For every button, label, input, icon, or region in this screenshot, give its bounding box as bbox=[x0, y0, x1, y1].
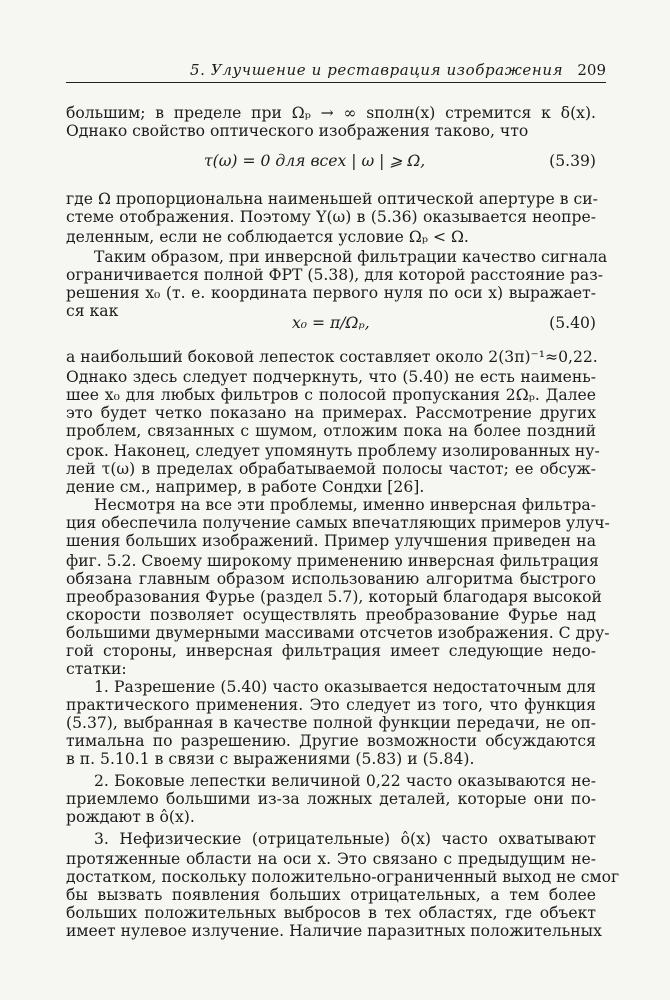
page-number: 209 bbox=[577, 61, 606, 79]
text-line: Таким образом, при инверсной фильтрации качество сигнала bbox=[94, 248, 608, 266]
text-line: ограничивается полной ФРТ (5.38), для которой расстояние раз- bbox=[66, 266, 603, 284]
text-line: достатком, поскольку положительно-ограниченный выход не смог bbox=[66, 868, 620, 886]
text-line: бы вызвать появления больших отрицательных, а тем более bbox=[66, 886, 596, 904]
text-line: это будет четко показано на примерах. Рассмотрение других bbox=[66, 404, 596, 422]
text-line: большим; в пределе при Ωₚ → ∞ sполн(x) стремится к δ(x). bbox=[66, 104, 596, 122]
equation-number: (5.40) bbox=[549, 314, 596, 332]
equation-5-40: x₀ = π/Ωₚ, bbox=[292, 314, 370, 332]
text-line: тимальна по разрешению. Другие возможности обсуждаются bbox=[66, 732, 596, 750]
text-line: больших положительных выбросов в тех областях, где объект bbox=[66, 904, 596, 922]
text-line: (5.37), выбранная в качестве полной функции передачи, не оп- bbox=[66, 714, 596, 732]
text-line: Несмотря на все эти проблемы, именно инверсная фильтра- bbox=[94, 496, 596, 514]
text-line: решения x₀ (т. е. координата первого нуля по оси x) выражает- bbox=[66, 284, 596, 302]
text-line: гой стороны, инверсная фильтрация имеет следующие недо- bbox=[66, 642, 596, 660]
running-header bbox=[66, 58, 606, 83]
text-line: скорости позволяет осуществлять преобразование Фурье над bbox=[66, 606, 596, 624]
text-line: Однако свойство оптического изображения таково, что bbox=[66, 122, 529, 140]
text-line: фиг. 5.2. Своему широкому применению инверсная фильтрация bbox=[66, 552, 599, 570]
text-line: приемлемо большими из-за ложных деталей, которые они по- bbox=[66, 790, 596, 808]
text-line: ция обеспечила получение самых впечатляющих примеров улуч- bbox=[66, 514, 610, 532]
text-line: 3. Нефизические (отрицательные) ô(x) часто охватывают bbox=[94, 830, 596, 848]
text-line: преобразования Фурье (раздел 5.7), который благодаря высокой bbox=[66, 588, 602, 606]
text-line: статки: bbox=[66, 660, 127, 678]
text-line: а наибольший боковой лепесток составляет около 2(3π)⁻¹≈0,22. bbox=[66, 348, 598, 366]
equation-number: (5.39) bbox=[549, 152, 596, 170]
text-line: большими двумерными массивами отсчетов изображения. С дру- bbox=[66, 624, 610, 642]
text-line: практического применения. Это следует из того, что функция bbox=[66, 696, 596, 714]
text-line: имеет нулевое излучение. Наличие паразитных положительных bbox=[66, 922, 602, 940]
text-line: протяженные области на оси x. Это связано с предыдущим не- bbox=[66, 850, 596, 868]
text-line: Однако здесь следует подчеркнуть, что (5.40) не есть наимень- bbox=[66, 368, 596, 386]
text-line: срок. Наконец, следует упомянуть проблему изолированных ну- bbox=[66, 442, 600, 460]
text-line: стеме отображения. Поэтому Y(ω) в (5.36) оказывается неопре- bbox=[66, 208, 596, 226]
text-line: в п. 5.10.1 в связи с выражениями (5.83) и (5.84). bbox=[66, 750, 475, 768]
text-line: проблем, связанных с шумом, отложим пока на более поздний bbox=[66, 422, 596, 440]
text-line: обязана главным образом использованию алгоритма быстрого bbox=[66, 570, 596, 588]
text-line: лей τ(ω) в пределах обрабатываемой полосы частот; ее обсуж- bbox=[66, 460, 596, 478]
equation-5-39: τ(ω) = 0 для всех | ω | ⩾ Ω, bbox=[204, 152, 426, 170]
text-line: деленным, если не соблюдается условие Ωₚ < Ω. bbox=[66, 228, 469, 246]
text-line: 2. Боковые лепестки величиной 0,22 часто оказываются не- bbox=[94, 772, 596, 790]
chapter-title: 5. Улучшение и реставрация изображения bbox=[190, 61, 564, 79]
text-line: шее x₀ для любых фильтров с полосой пропускания 2Ωₚ. Далее bbox=[66, 386, 596, 404]
text-line: шения больших изображений. Пример улучшения приведен на bbox=[66, 532, 596, 550]
text-line: ся как bbox=[66, 302, 119, 320]
text-line: дение см., например, в работе Сондхи [26]. bbox=[66, 478, 425, 496]
text-line: где Ω пропорциональна наименьшей оптической апертуре в си- bbox=[66, 190, 598, 208]
text-line: рождают в ô(x). bbox=[66, 808, 195, 826]
text-line: 1. Разрешение (5.40) часто оказывается недостаточным для bbox=[94, 678, 596, 696]
